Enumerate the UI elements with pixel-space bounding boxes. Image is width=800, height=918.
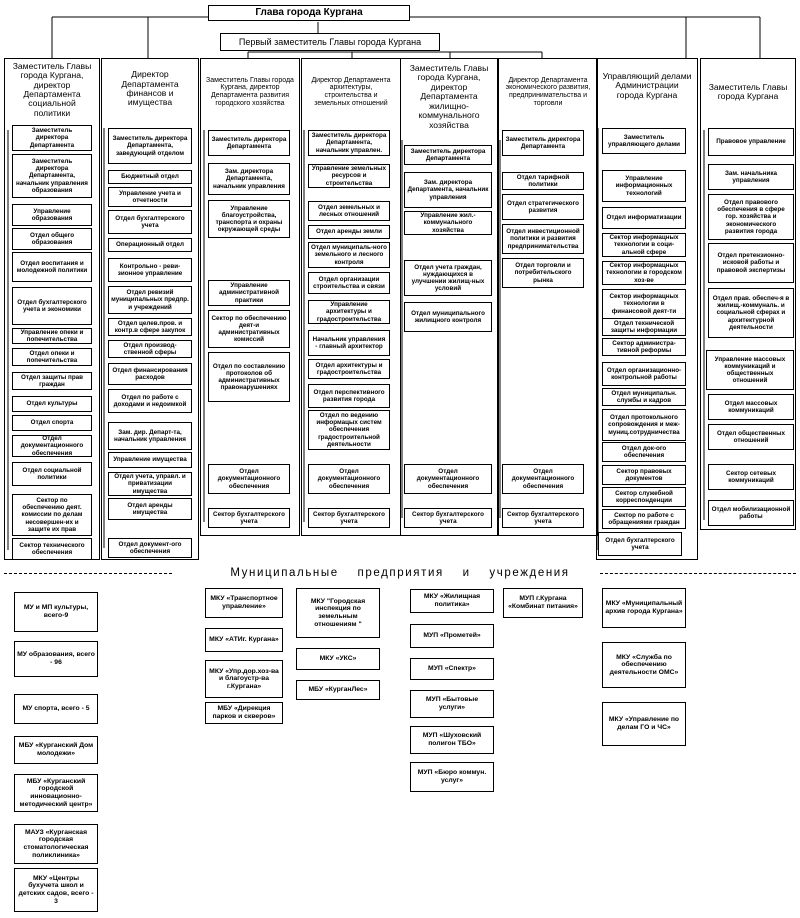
org-unit-box: Заместитель директора Департамента	[404, 145, 492, 165]
org-unit-box: Зам. дир. Департ-та, начальник управления	[108, 422, 192, 450]
org-unit-box: Отдел мобилизационной работы	[708, 500, 794, 526]
org-unit-box: Управление жил.-коммунального хозяйства	[404, 211, 492, 235]
enterprise-box: МКУ «Центры бухучета школ и детских садов, всего - 3	[14, 868, 98, 912]
enterprise-box: МКУ «УКС»	[296, 648, 380, 670]
org-unit-box: Сектор администра-тивной реформы	[602, 338, 686, 356]
org-unit-box: Отдел стратегического развития	[502, 194, 584, 220]
org-unit-box: Правовое управление	[708, 128, 794, 156]
org-unit-box: Отдел претензионно-исковой работы и правовой экспертизы	[708, 243, 794, 283]
org-unit-box: Отдел аренды земли	[308, 225, 390, 239]
org-unit-box: Отдел документ-ого обеспечения	[108, 538, 192, 558]
org-unit-box: Сектор бухгалтерского учета	[308, 508, 390, 528]
enterprise-box: МУП «Спектр»	[410, 658, 494, 680]
org-unit-box: Управление образования	[12, 204, 92, 226]
org-unit-box: Управление архитектуры и градостроительства	[308, 300, 390, 324]
enterprise-box: МУП «Бюро коммун. услуг»	[410, 762, 494, 792]
org-unit-box: Контрольно - реви-зионное управление	[108, 258, 192, 282]
enterprise-box: МКУ «Управление по делам ГО и ЧС»	[602, 702, 686, 746]
org-unit-box: Отдел технической защиты информации	[602, 318, 686, 336]
enterprise-box: МБУ «Курганский городской инновационно-методический центр»	[14, 774, 98, 812]
org-unit-box: Отдел документационного обеспечения	[208, 464, 290, 494]
org-unit-box: Отдел муниципаль-ного земельного и лесного контроля	[308, 242, 390, 268]
org-unit-box: Сектор бухгалтерского учета	[502, 508, 584, 528]
org-unit-box: Отдел спорта	[12, 415, 92, 431]
org-unit-box: Отдел муниципального жилищного контроля	[404, 302, 492, 332]
org-unit-box: Управление информационных технологий	[602, 170, 686, 202]
org-unit-box: Отдел земельных и лесных отношений	[308, 201, 390, 221]
org-unit-box: Отдел по работе с доходами и недоимкой	[108, 389, 192, 413]
org-unit-box: Отдел производ-ственной сферы	[108, 340, 192, 358]
enterprise-box: МБУ «Курганский Дом молодежи»	[14, 736, 98, 764]
org-unit-box: Отдел воспитания и молодежной политики	[12, 252, 92, 282]
org-unit-box: Отдел учета граждан, нуждающихся в улучшении жилищ-ных условий	[404, 260, 492, 296]
org-unit-box: Управление опеки и попечительства	[12, 328, 92, 344]
org-unit-box: Сектор правовых документов	[602, 465, 686, 485]
org-unit-box: Отдел архитектуры и градостроительства	[308, 359, 390, 379]
enterprise-box: МКУ «Муниципальный архив города Кургана»	[602, 588, 686, 628]
org-unit-box: Отдел торговли и потребительского рынка	[502, 258, 584, 288]
enterprise-box: МУП «Прометей»	[410, 624, 494, 648]
org-unit-box: Отдел документационного обеспечения	[404, 464, 492, 494]
enterprise-box: МУ образования, всего - 96	[14, 641, 98, 677]
org-unit-box: Отдел тарифной политики	[502, 172, 584, 190]
org-unit-box: Заместитель директора Департамента, заведующий отделом	[108, 128, 192, 164]
org-unit-box: Сектор по работе с обращениями граждан	[602, 509, 686, 529]
org-unit-box: Заместитель директора Департамента, начальник управления образования	[12, 154, 92, 198]
column-header-4: Директор Департамента архитектуры, строительства и земельных отношений	[311, 76, 391, 107]
enterprise-box: МУП г.Кургана «Комбинат питания»	[503, 588, 583, 618]
enterprise-box: МКУ «Служба по обеспечению деятельности ОМС»	[602, 642, 686, 688]
org-unit-box: Отдел культуры	[12, 396, 92, 412]
enterprise-box: МКУ «АТИг. Кургана»	[205, 628, 283, 652]
enterprise-box: МКУ «Транспортное управление»	[205, 588, 283, 618]
org-unit-box: Заместитель директора Департамента	[502, 130, 584, 156]
enterprise-box: МКУ «Жилищная политика»	[410, 589, 494, 613]
org-unit-box: Отдел перспективного развития города	[308, 384, 390, 408]
org-unit-box: Отдел организационно-контрольной работы	[602, 362, 686, 386]
org-unit-box: Отдел по ведению информацых систем обеспечения градостроительной деятельности	[308, 410, 390, 450]
column-header-3: Заместитель Главы города Кургана, директор Департамента развития городского хозяйства	[206, 76, 294, 107]
org-unit-box: Сектор информацных технологии в городском хоз-ве	[602, 261, 686, 285]
org-unit-box: Отдел док-ого обеспечения	[602, 442, 686, 462]
org-unit-box: Отдел протокольного сопровождения и меж-муниц.сотрудничества	[602, 409, 686, 441]
enterprise-box: МКУ «Упр.дор.хоз-ва и благоустр-ва г.Кургана»	[205, 660, 283, 698]
org-unit-box: Зам. директора Департамента, начальник управления	[404, 172, 492, 208]
head-of-city-box: Глава города Кургана	[208, 5, 410, 21]
org-unit-box: Сектор информацных технологии в соци-альной сфере	[602, 233, 686, 257]
enterprise-box: МАУЗ «Курганская городская стоматологическая поликлиника»	[14, 824, 98, 864]
org-unit-box: Заместитель директора Департамента, начальник управлен.	[308, 130, 390, 156]
column-header-6: Директор Департамента экономического развития, предпринимательства и торговли	[505, 76, 591, 107]
org-unit-box: Бюджетный отдел	[108, 170, 192, 184]
org-unit-box: Сектор служебной корреспонденции	[602, 487, 686, 507]
column-header-7: Управляющий делами Администрации города Кургана	[602, 70, 692, 100]
org-unit-box: Управление земельных ресурсов и строительства	[308, 164, 390, 188]
org-unit-box: Заместитель управляющего делами	[602, 128, 686, 154]
org-unit-box: Сектор сетевых коммуникаций	[708, 464, 794, 490]
column-header-5: Заместитель Главы города Кургана, директор Департамента жилищно-коммунального хозяйства	[409, 62, 489, 130]
org-unit-box: Отдел муниципальн. службы и кадров	[602, 388, 686, 406]
enterprise-box: МУ и МП культуры, всего-9	[14, 592, 98, 632]
org-unit-box: Отдел по составлению протоколов об административных правонарушениях	[208, 352, 290, 402]
org-unit-box: Сектор бухгалтерского учета	[208, 508, 290, 528]
enterprise-box: МУП «Бытовые услуги»	[410, 690, 494, 718]
enterprise-box: МКУ "Городская инспекция по земельным отношениям "	[296, 588, 380, 638]
enterprise-box: МБУ «КурганЛес»	[296, 680, 380, 700]
section-separator	[0, 565, 800, 581]
org-unit-box: Отдел организации строительства и связи	[308, 272, 390, 294]
org-unit-box: Управление имущества	[108, 452, 192, 468]
org-unit-box: Зам. начальника управления	[708, 164, 794, 190]
org-unit-box: Отдел инвестиционной политики и развития предпринимательства	[502, 224, 584, 254]
org-unit-box: Заместитель директора Департамента	[12, 125, 92, 151]
org-unit-box: Сектор по обеспечению деят-и административных комиссий	[208, 310, 290, 348]
org-unit-box: Отдел защиты прав граждан	[12, 372, 92, 390]
org-unit-box: Отдел социальной политики	[12, 462, 92, 486]
first-deputy-box: Первый заместитель Главы города Кургана	[220, 33, 440, 51]
org-unit-box: Отдел учета, управл. и приватизации имущества	[108, 472, 192, 496]
column-header-2: Директор Департамента финансов и имущества	[121, 69, 179, 108]
separator-label: Муниципальные предприятия и учреждения	[224, 567, 575, 579]
org-unit-box: Отдел бухгалтерского учета	[108, 210, 192, 234]
org-unit-box: Отдел массовых коммуникаций	[708, 394, 794, 420]
org-unit-box: Отдел документационного обеспечения	[12, 435, 92, 457]
org-unit-box: Сектор по обеспечению деят. комиссии по делам несовершен-их и защите их прав	[12, 494, 92, 536]
org-unit-box: Операционный отдел	[108, 238, 192, 252]
org-unit-box: Отдел прав. обеспеч-я в жилищ.-коммуналь. и социальной сферах и архитектурной деятельности	[708, 288, 794, 338]
org-unit-box: Зам. директора Департамента, начальник управления	[208, 163, 290, 195]
enterprise-box: МБУ «Дирекция парков и скверов»	[205, 702, 283, 724]
org-unit-box: Сектор технического обеспечения	[12, 538, 92, 560]
org-unit-box: Заместитель директора Департамента	[208, 130, 290, 156]
org-unit-box: Отдел финансирования расходов	[108, 363, 192, 385]
org-unit-box: Отдел бухгалтерского учета	[598, 532, 682, 556]
org-unit-box: Управление административной практики	[208, 280, 290, 306]
org-unit-box: Отдел правового обеспечения в сфере гор. хозяйства и экономического развития города	[708, 194, 794, 240]
org-unit-box: Отдел ревизий муниципальных предпр. и учреждений	[108, 286, 192, 314]
enterprise-box: МУ спорта, всего - 5	[14, 694, 98, 724]
org-unit-box: Управление учета и отчетности	[108, 187, 192, 207]
enterprise-box: МУП «Шуховский полигон ТБО»	[410, 726, 494, 754]
org-unit-box: Управление массовых коммуникаций и общественных отношений	[706, 350, 794, 390]
org-unit-box: Сектор информацных технологии в финансовой деят-ти	[602, 289, 686, 319]
org-unit-box: Отдел документационного обеспечения	[502, 464, 584, 494]
org-unit-box: Отдел информатизации	[602, 207, 686, 229]
org-unit-box: Отдел бухгалтерского учета и экономики	[12, 287, 92, 325]
org-unit-box: Начальник управления - главный архитектор	[308, 330, 390, 356]
org-unit-box: Отдел аренды имущества	[108, 498, 192, 520]
org-unit-box: Отдел целев.пров. и контр.в сфере закупок	[108, 318, 192, 336]
org-unit-box: Сектор бухгалтерского учета	[404, 508, 492, 528]
column-header-8: Заместитель Главы города Кургана	[708, 81, 788, 101]
org-unit-box: Управление благоустройства, транспорта и охраны окружающей среды	[208, 200, 290, 238]
column-header-1: Заместитель Главы города Кургана, директор Департамента социальной политики	[12, 60, 92, 118]
org-unit-box: Отдел документационного обеспечения	[308, 464, 390, 494]
org-unit-box: Отдел опеки и попечительства	[12, 348, 92, 366]
org-unit-box: Отдел общественных отношений	[708, 424, 794, 450]
org-unit-box: Отдел общего образования	[12, 228, 92, 250]
